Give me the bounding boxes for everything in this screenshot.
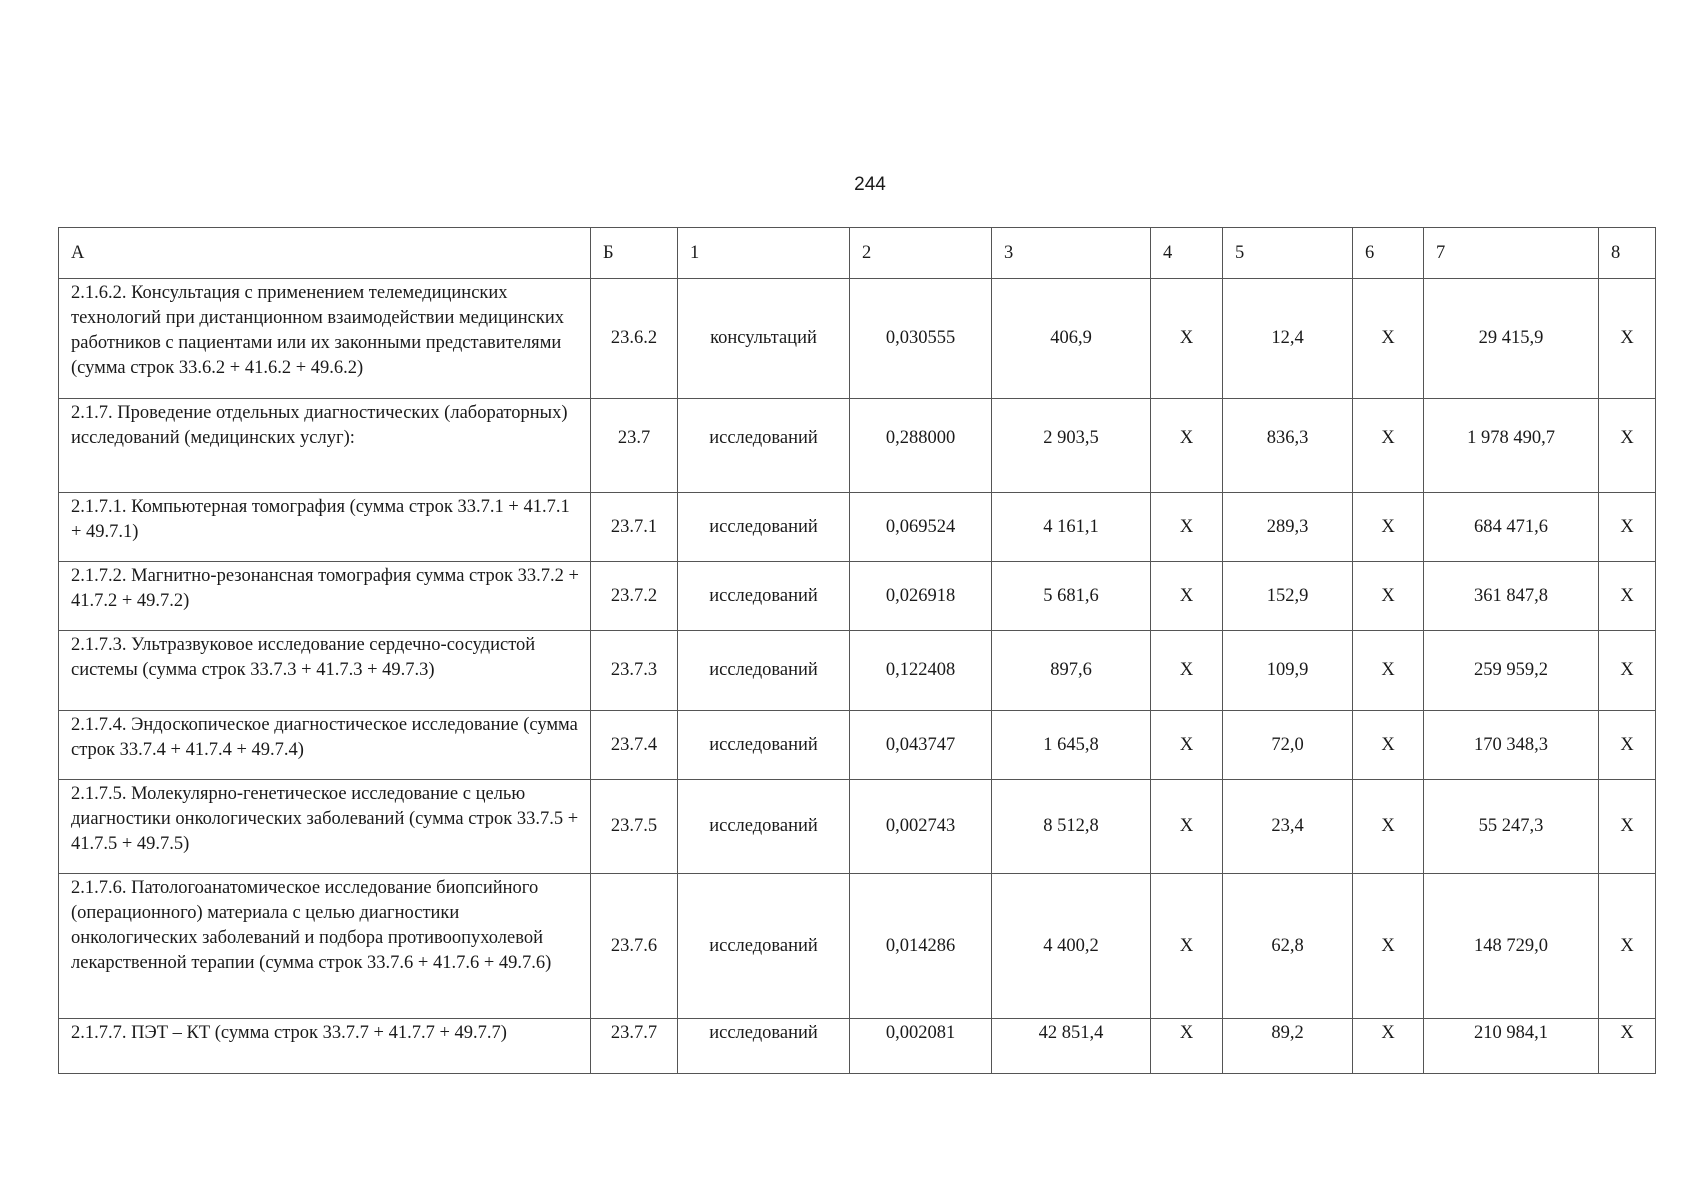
table-row	[59, 562, 1656, 631]
row-unit: исследований	[678, 874, 850, 1019]
row-value: X	[1151, 631, 1223, 711]
column-header: 8	[1599, 228, 1656, 279]
row-description: 2.1.7. Проведение отдельных диагностических (лабораторных) исследований (медицинских услуг):	[59, 399, 591, 493]
row-description: 2.1.7.7. ПЭТ – КТ (сумма строк 33.7.7 + 41.7.7 + 49.7.7)	[59, 1019, 591, 1074]
table-header-row	[59, 228, 1656, 279]
row-value: 29 415,9	[1424, 279, 1599, 399]
row-value: 89,2	[1223, 1019, 1353, 1074]
row-value: X	[1151, 562, 1223, 631]
row-unit: исследований	[678, 493, 850, 562]
table-row	[59, 631, 1656, 711]
row-value: 62,8	[1223, 874, 1353, 1019]
row-unit: исследований	[678, 1019, 850, 1074]
row-code: 23.7.2	[591, 562, 678, 631]
row-unit: консультаций	[678, 279, 850, 399]
row-value: 12,4	[1223, 279, 1353, 399]
row-value: 0,014286	[850, 874, 992, 1019]
row-value: X	[1151, 874, 1223, 1019]
table-row	[59, 1019, 1656, 1074]
row-value: 148 729,0	[1424, 874, 1599, 1019]
column-header: 2	[850, 228, 992, 279]
column-header: 3	[992, 228, 1151, 279]
row-value: X	[1151, 1019, 1223, 1074]
column-header: 7	[1424, 228, 1599, 279]
row-value: 5 681,6	[992, 562, 1151, 631]
row-description: 2.1.7.3. Ультразвуковое исследование сердечно-сосудистой системы (сумма строк 33.7.3 + 41.7.3 + 49.7.3)	[59, 631, 591, 711]
row-value: X	[1599, 399, 1656, 493]
row-description: 2.1.7.1. Компьютерная томография (сумма строк 33.7.1 + 41.7.1 + 49.7.1)	[59, 493, 591, 562]
column-header: Б	[591, 228, 678, 279]
page-number: 244	[854, 174, 886, 195]
table-row	[59, 279, 1656, 399]
row-value: X	[1599, 493, 1656, 562]
column-header: 4	[1151, 228, 1223, 279]
table-row	[59, 711, 1656, 780]
column-header: 6	[1353, 228, 1424, 279]
row-value: X	[1353, 493, 1424, 562]
row-description: 2.1.7.2. Магнитно-резонансная томография сумма строк 33.7.2 + 41.7.2 + 49.7.2)	[59, 562, 591, 631]
row-value: 1 978 490,7	[1424, 399, 1599, 493]
row-value: 42 851,4	[992, 1019, 1151, 1074]
row-value: 0,122408	[850, 631, 992, 711]
row-description: 2.1.6.2. Консультация с применением телемедицинских технологий при дистанционном взаимодействии медицинских работников с пациентами или их законными представителями (сумма строк 33.6.2 + 41.6.2 + 49.6.2)	[59, 279, 591, 399]
column-header: 5	[1223, 228, 1353, 279]
row-unit: исследований	[678, 631, 850, 711]
row-code: 23.7	[591, 399, 678, 493]
row-value: X	[1151, 711, 1223, 780]
row-value: X	[1151, 279, 1223, 399]
row-unit: исследований	[678, 711, 850, 780]
row-value: X	[1599, 1019, 1656, 1074]
table-row	[59, 493, 1656, 562]
row-value: 259 959,2	[1424, 631, 1599, 711]
row-unit: исследований	[678, 399, 850, 493]
row-code: 23.7.3	[591, 631, 678, 711]
row-description: 2.1.7.5. Молекулярно-генетическое исследование с целью диагностики онкологических заболеваний (сумма строк 33.7.5 + 41.7.5 + 49.7.5)	[59, 780, 591, 874]
row-value: X	[1353, 631, 1424, 711]
row-value: 361 847,8	[1424, 562, 1599, 631]
table-row	[59, 780, 1656, 874]
row-value: 152,9	[1223, 562, 1353, 631]
row-value: 2 903,5	[992, 399, 1151, 493]
row-value: X	[1599, 711, 1656, 780]
row-value: X	[1151, 399, 1223, 493]
row-value: 55 247,3	[1424, 780, 1599, 874]
row-value: X	[1599, 780, 1656, 874]
row-value: 210 984,1	[1424, 1019, 1599, 1074]
row-value: X	[1353, 780, 1424, 874]
row-value: 170 348,3	[1424, 711, 1599, 780]
row-value: 0,288000	[850, 399, 992, 493]
row-value: 684 471,6	[1424, 493, 1599, 562]
row-value: 8 512,8	[992, 780, 1151, 874]
row-value: 406,9	[992, 279, 1151, 399]
row-description: 2.1.7.6. Патологоанатомическое исследование биопсийного (операционного) материала с целью диагностики онкологических заболеваний и подбора противоопухолевой лекарственной терапии (сумма строк 33.7.6 + 41.7.6 + 49.7.6)	[59, 874, 591, 1019]
row-value: X	[1353, 279, 1424, 399]
column-header: 1	[678, 228, 850, 279]
row-value: 0,043747	[850, 711, 992, 780]
row-value: 0,002081	[850, 1019, 992, 1074]
data-table	[58, 227, 1656, 1074]
row-code: 23.7.4	[591, 711, 678, 780]
row-value: 1 645,8	[992, 711, 1151, 780]
row-value: X	[1151, 493, 1223, 562]
row-code: 23.7.1	[591, 493, 678, 562]
row-value: X	[1599, 279, 1656, 399]
row-unit: исследований	[678, 562, 850, 631]
row-value: 897,6	[992, 631, 1151, 711]
row-value: 0,002743	[850, 780, 992, 874]
row-value: 836,3	[1223, 399, 1353, 493]
row-code: 23.7.6	[591, 874, 678, 1019]
row-code: 23.6.2	[591, 279, 678, 399]
row-code: 23.7.7	[591, 1019, 678, 1074]
row-value: X	[1353, 711, 1424, 780]
row-description: 2.1.7.4. Эндоскопическое диагностическое исследование (сумма строк 33.7.4 + 41.7.4 + 49.7.4)	[59, 711, 591, 780]
row-value: 0,026918	[850, 562, 992, 631]
row-value: 109,9	[1223, 631, 1353, 711]
row-value: X	[1599, 631, 1656, 711]
column-header: А	[59, 228, 591, 279]
row-value: X	[1353, 399, 1424, 493]
row-value: 0,069524	[850, 493, 992, 562]
row-value: 23,4	[1223, 780, 1353, 874]
row-value: 72,0	[1223, 711, 1353, 780]
row-unit: исследований	[678, 780, 850, 874]
row-value: X	[1599, 874, 1656, 1019]
row-value: X	[1353, 874, 1424, 1019]
row-value: X	[1353, 1019, 1424, 1074]
table-row	[59, 874, 1656, 1019]
row-value: X	[1599, 562, 1656, 631]
row-value: 4 161,1	[992, 493, 1151, 562]
row-code: 23.7.5	[591, 780, 678, 874]
row-value: 289,3	[1223, 493, 1353, 562]
row-value: X	[1353, 562, 1424, 631]
table-row	[59, 399, 1656, 493]
row-value: 4 400,2	[992, 874, 1151, 1019]
row-value: X	[1151, 780, 1223, 874]
row-value: 0,030555	[850, 279, 992, 399]
